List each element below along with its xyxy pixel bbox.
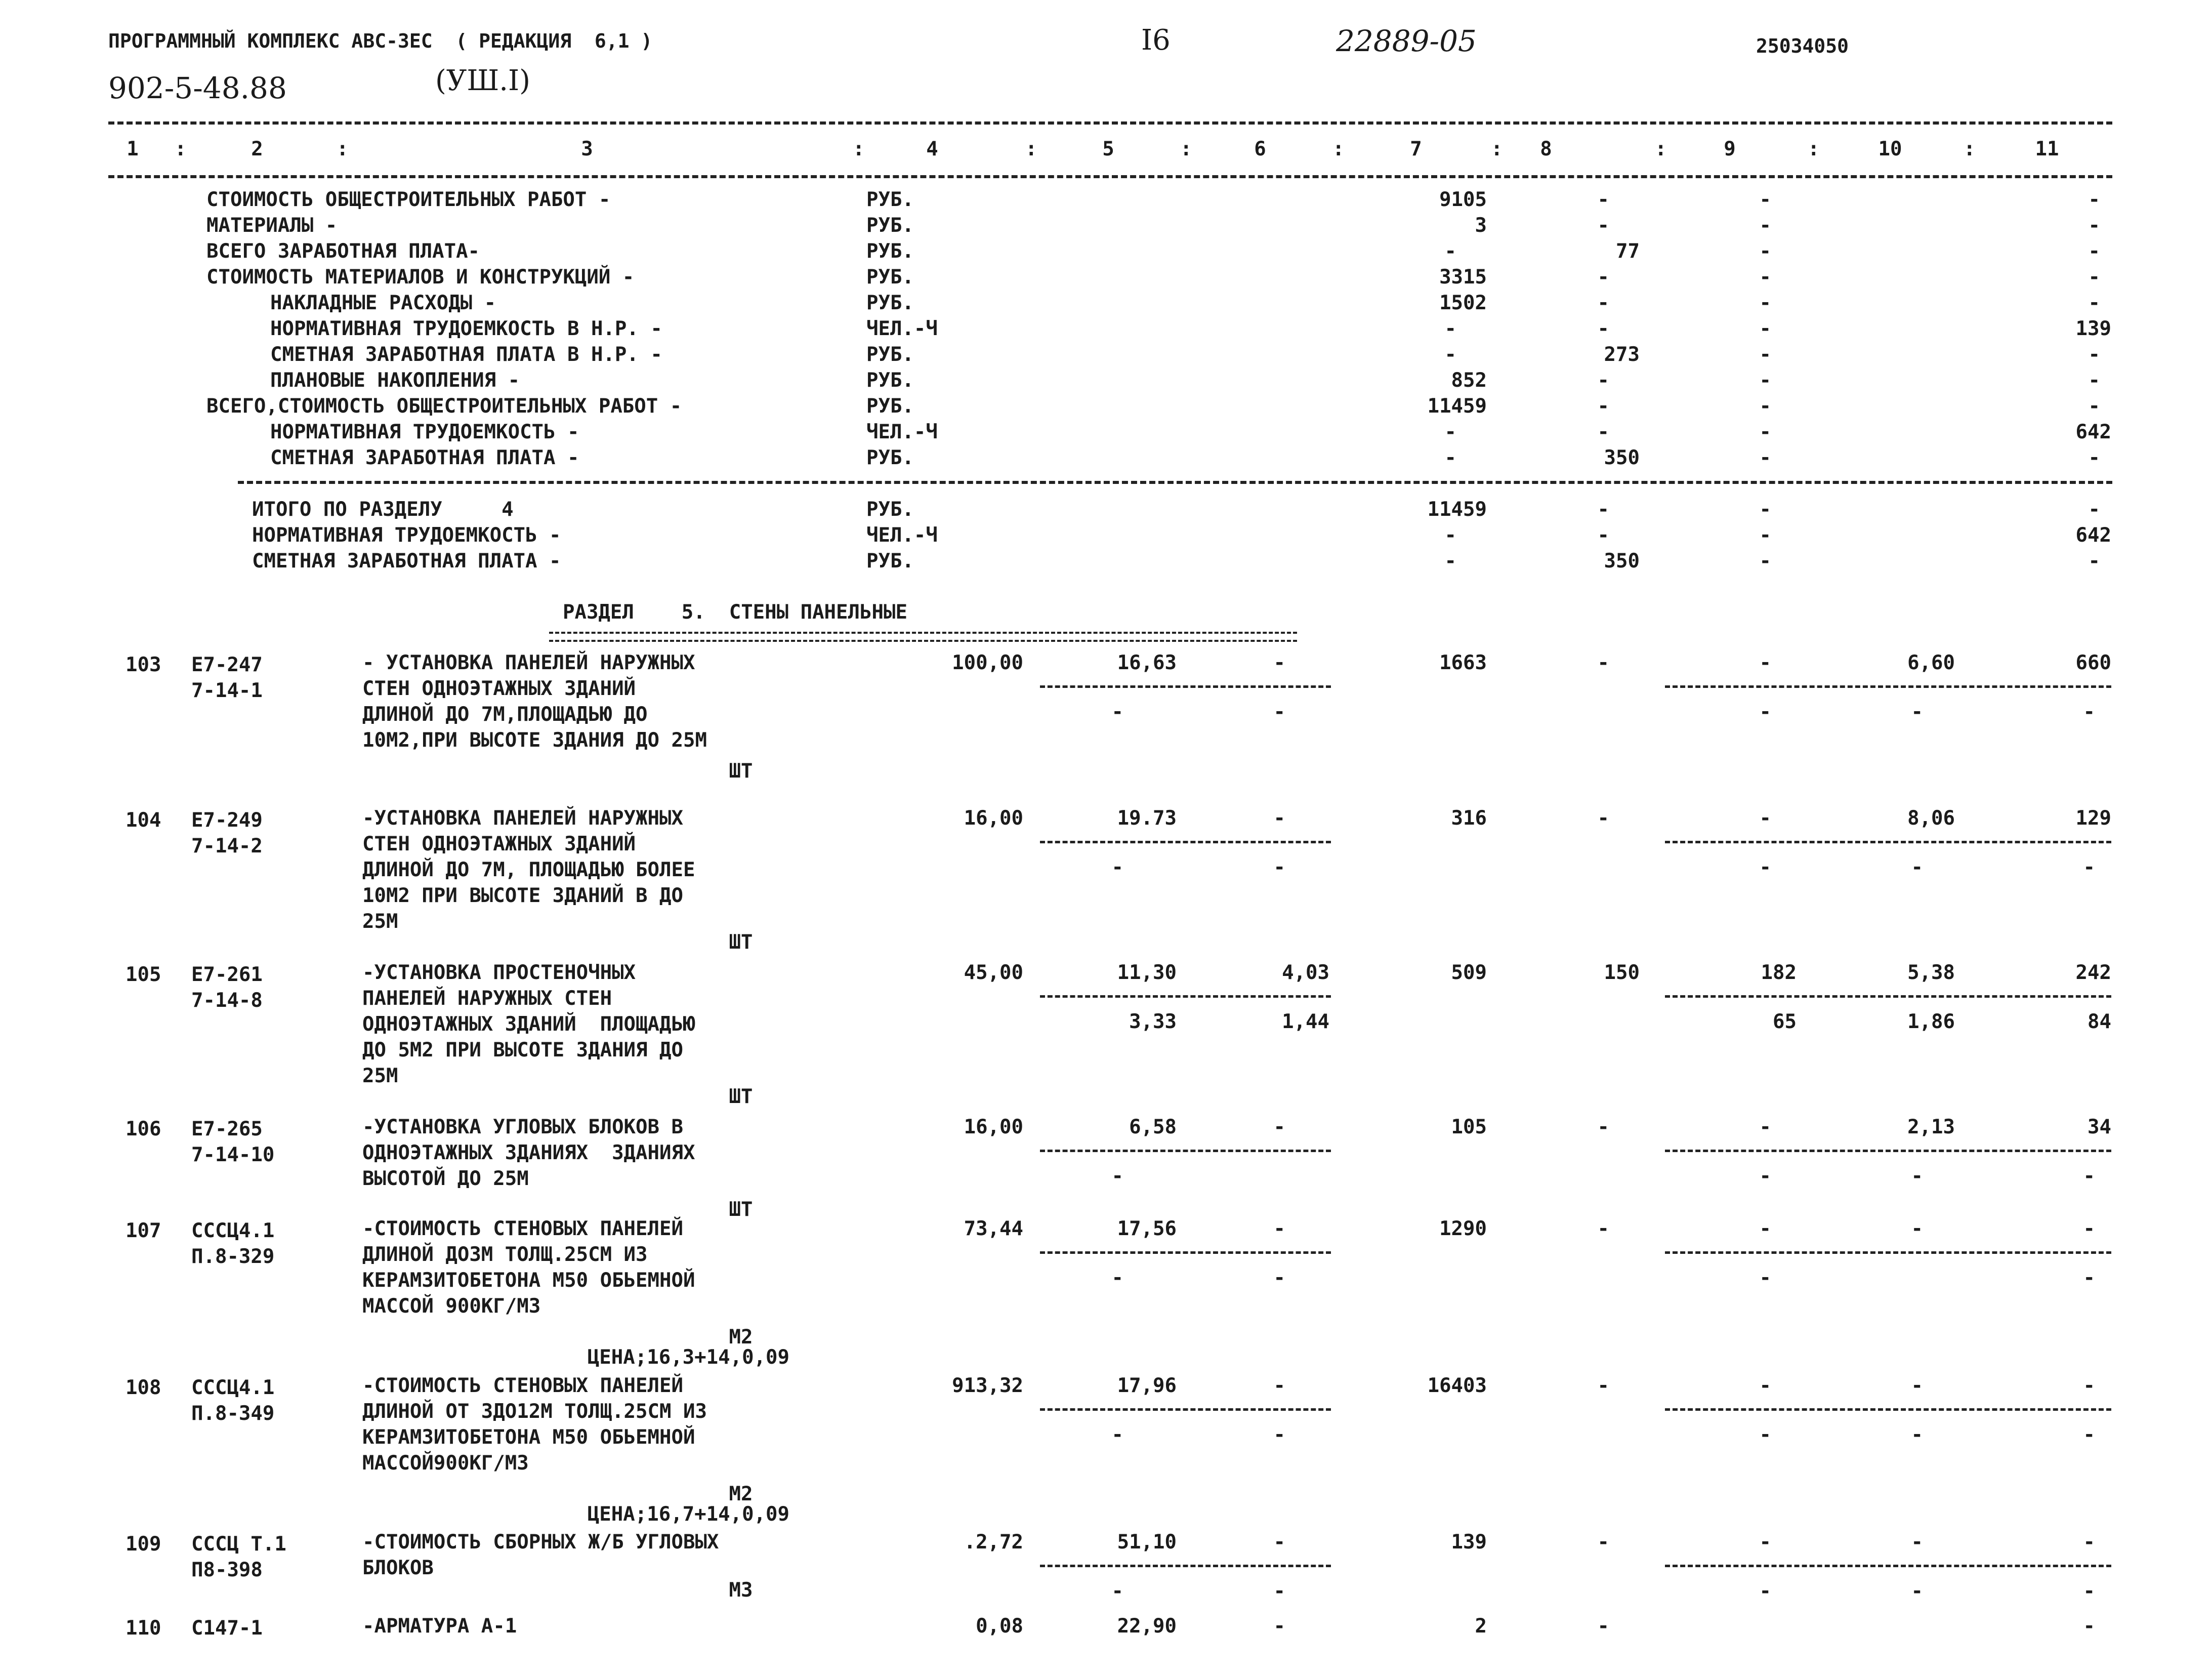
column-separator: :	[1964, 138, 1976, 160]
summary-unit: РУБ.	[866, 214, 914, 237]
item-description-line: -УСТАНОВКА ПАНЕЛЕЙ НАРУЖНЫХ	[362, 807, 683, 830]
item-value: -	[1597, 651, 1609, 674]
summary-value: -	[2088, 446, 2100, 469]
item-value: -	[1273, 807, 1285, 830]
item-lower-value: -	[2083, 1165, 2095, 1188]
item-lower-value: -	[1111, 1165, 1123, 1188]
column-number: 5	[1102, 138, 1114, 160]
item-unit: ШТ	[729, 931, 753, 954]
summary-value: 139	[2075, 317, 2111, 340]
section-title-underline	[549, 632, 1297, 642]
item-description-line: СТЕН ОДНОЭТАЖНЫХ ЗДАНИЙ	[362, 677, 636, 700]
item-value: 100,00	[952, 651, 1023, 674]
item-number: 104	[126, 809, 161, 832]
item-subcode: 7-14-8	[191, 989, 263, 1012]
item-lower-value: -	[1911, 856, 1923, 879]
item-lower-value: -	[1911, 1165, 1923, 1188]
item-value: -	[1759, 1217, 1771, 1240]
summary-unit: РУБ.	[866, 343, 914, 366]
item-value: 16,00	[964, 1116, 1023, 1138]
item-value: 45,00	[964, 961, 1023, 984]
item-subcode: П8-398	[191, 1559, 263, 1581]
column-separator: :	[1808, 138, 1820, 160]
item-value: 316	[1451, 807, 1487, 830]
item-code: Е7-261	[191, 963, 263, 986]
item-subcode: 7-14-1	[191, 679, 263, 702]
summary-value: -	[1597, 292, 1609, 314]
item-value: 0,08	[976, 1615, 1023, 1638]
item-value: 16403	[1427, 1374, 1487, 1397]
item-value: 51,10	[1117, 1531, 1177, 1554]
item-description-line: -АРМАТУРА А-1	[362, 1615, 517, 1638]
summary-value: -	[2088, 240, 2100, 263]
item-description-line: КЕРАМЗИТОБЕТОНА М50 ОБЬЕМНОЙ	[362, 1269, 695, 1292]
item-value: -	[1759, 651, 1771, 674]
item-value: 8,06	[1907, 807, 1955, 830]
page-number: I6	[1141, 24, 1171, 57]
column-separator: :	[175, 138, 187, 160]
item-value: -	[1759, 1374, 1771, 1397]
summary-value: -	[1597, 421, 1609, 443]
header-bottom-rule	[108, 175, 2112, 178]
summary-label: СТОИМОСТЬ МАТЕРИАЛОВ И КОНСТРУКЦИЙ -	[206, 266, 635, 289]
item-value: 105	[1451, 1116, 1487, 1138]
item-value: -	[1759, 1531, 1771, 1554]
item-unit: М3	[729, 1579, 753, 1602]
item-value: -	[2083, 1374, 2095, 1397]
summary-unit: РУБ.	[866, 266, 914, 289]
item-lower-value: -	[1911, 701, 1923, 723]
item-subcode: 7-14-2	[191, 835, 263, 858]
summary-label: НОРМАТИВНАЯ ТРУДОЕМКОСТЬ -	[270, 421, 579, 443]
item-lower-value: -	[2083, 1580, 2095, 1603]
column-separator: :	[337, 138, 349, 160]
item-lower-value: -	[1273, 1423, 1285, 1446]
summary-value: 9105	[1439, 188, 1487, 211]
totals-label: ИТОГО ПО РАЗДЕЛУ 4	[252, 498, 514, 521]
totals-value: -	[2088, 498, 2100, 521]
section-title: РАЗДЕЛ 5. СТЕНЫ ПАНЕЛЬНЫЕ	[563, 601, 907, 624]
item-value: -	[2083, 1217, 2095, 1240]
item-value: -	[1911, 1531, 1923, 1554]
item-description-line: 10М2,ПРИ ВЫСОТЕ ЗДАНИЯ ДО 25М	[362, 729, 707, 752]
item-value: 1290	[1439, 1217, 1487, 1240]
item-description-line: ДЛИНОЙ ДО 7М, ПЛОЩАДЬЮ БОЛЕЕ	[362, 859, 695, 881]
summary-value: -	[2088, 214, 2100, 237]
totals-rule	[238, 481, 2112, 484]
item-description-line: -УСТАНОВКА ПРОСТЕНОЧНЫХ	[362, 961, 636, 984]
item-lower-value: -	[1759, 856, 1771, 879]
column-number: 3	[581, 138, 593, 160]
column-number: 2	[251, 138, 263, 160]
summary-value: 642	[2075, 421, 2111, 443]
item-lower-value: -	[1759, 701, 1771, 723]
item-price-formula: ЦЕНА;16,7+14,0,09	[587, 1503, 789, 1526]
item-description-line: БЛОКОВ	[362, 1557, 434, 1579]
column-number: 1	[127, 138, 139, 160]
item-subrule	[1665, 685, 2111, 688]
summary-label: СМЕТНАЯ ЗАРАБОТНАЯ ПЛАТА В Н.Р. -	[270, 343, 662, 366]
item-description-line: ДО 5М2 ПРИ ВЫСОТЕ ЗДАНИЯ ДО	[362, 1039, 683, 1061]
item-subcode: П.8-329	[191, 1245, 275, 1268]
summary-unit: РУБ.	[866, 369, 914, 392]
item-lower-value: 1,44	[1282, 1010, 1329, 1033]
totals-value: 350	[1604, 550, 1640, 573]
item-code: СССЦ4.1	[191, 1376, 275, 1399]
summary-value: -	[2088, 292, 2100, 314]
item-value: 17,96	[1117, 1374, 1177, 1397]
totals-value: -	[1444, 524, 1456, 547]
summary-value: -	[1759, 317, 1771, 340]
item-value: -	[1273, 651, 1285, 674]
summary-value: -	[1597, 395, 1609, 418]
item-description-line: 25М	[362, 910, 398, 933]
item-description-line: СТЕН ОДНОЭТАЖНЫХ ЗДАНИЙ	[362, 833, 636, 855]
item-description-line: -УСТАНОВКА УГЛОВЫХ БЛОКОВ В	[362, 1116, 683, 1138]
totals-value: -	[1444, 550, 1456, 573]
item-lower-value: -	[2083, 1423, 2095, 1446]
summary-unit: РУБ.	[866, 446, 914, 469]
column-number: 4	[926, 138, 938, 160]
item-lower-value: -	[1273, 1267, 1285, 1289]
summary-value: 852	[1451, 369, 1487, 392]
item-value: -	[1597, 807, 1609, 830]
summary-value: 3315	[1439, 266, 1487, 289]
item-subrule	[1665, 1150, 2111, 1152]
item-value: -	[2083, 1615, 2095, 1638]
summary-value: -	[1759, 446, 1771, 469]
item-unit: ШТ	[729, 1085, 753, 1108]
summary-value: -	[1597, 266, 1609, 289]
column-separator: :	[1180, 138, 1192, 160]
item-value: -	[1273, 1374, 1285, 1397]
item-number: 110	[126, 1617, 161, 1640]
item-value: -	[1597, 1531, 1609, 1554]
totals-unit: РУБ.	[866, 498, 914, 521]
item-unit: ШТ	[729, 760, 753, 783]
item-description-line: -СТОИМОСТЬ СТЕНОВЫХ ПАНЕЛЕЙ	[362, 1217, 683, 1240]
item-value: -	[1597, 1217, 1609, 1240]
item-lower-value: -	[1759, 1580, 1771, 1603]
item-value: 5,38	[1907, 961, 1955, 984]
item-description-line: ДЛИНОЙ ДО3М ТОЛЩ.25СМ ИЗ	[362, 1243, 648, 1266]
summary-value: -	[1759, 395, 1771, 418]
summary-label: ПЛАНОВЫЕ НАКОПЛЕНИЯ -	[270, 369, 520, 392]
summary-value: 273	[1604, 343, 1640, 366]
summary-value: 77	[1616, 240, 1640, 263]
summary-value: -	[1759, 369, 1771, 392]
item-subrule	[1040, 1150, 1331, 1152]
item-description-line: МАССОЙ 900КГ/М3	[362, 1295, 541, 1318]
summary-value: -	[1759, 214, 1771, 237]
summary-value: -	[1759, 292, 1771, 314]
item-value: -	[1273, 1531, 1285, 1554]
summary-value: -	[1759, 343, 1771, 366]
item-subrule	[1040, 685, 1331, 688]
item-lower-value: -	[1111, 701, 1123, 723]
item-number: 103	[126, 654, 161, 676]
item-subcode: П.8-349	[191, 1402, 275, 1425]
item-number: 105	[126, 963, 161, 986]
item-value: 6,58	[1129, 1116, 1177, 1138]
item-price-formula: ЦЕНА;16,3+14,0,09	[587, 1346, 789, 1369]
item-value: 2,13	[1907, 1116, 1955, 1138]
item-description-line: МАССОЙ900КГ/М3	[362, 1452, 529, 1475]
item-value: -	[1273, 1615, 1285, 1638]
summary-value: -	[1597, 317, 1609, 340]
item-lower-value: -	[2083, 856, 2095, 879]
item-lower-value: -	[1273, 856, 1285, 879]
column-number: 10	[1878, 138, 1902, 160]
totals-value: 642	[2075, 524, 2111, 547]
summary-value: -	[1444, 421, 1456, 443]
column-number: 6	[1254, 138, 1266, 160]
item-unit: М2	[729, 1483, 753, 1505]
summary-value: -	[1597, 188, 1609, 211]
summary-unit: РУБ.	[866, 188, 914, 211]
item-value: 1663	[1439, 651, 1487, 674]
summary-unit: РУБ.	[866, 240, 914, 263]
summary-value: -	[2088, 188, 2100, 211]
item-unit: М2	[729, 1326, 753, 1349]
item-value: -	[1597, 1615, 1609, 1638]
item-value: -	[1597, 1116, 1609, 1138]
summary-unit: РУБ.	[866, 395, 914, 418]
item-value: 129	[2075, 807, 2111, 830]
item-lower-value: -	[1911, 1423, 1923, 1446]
summary-value: -	[1759, 188, 1771, 211]
item-lower-value: -	[1111, 1423, 1123, 1446]
item-description-line: ОДНОЭТАЖНЫХ ЗДАНИЯХ ЗДАНИЯХ	[362, 1141, 695, 1164]
item-value: -	[1759, 807, 1771, 830]
column-separator: :	[853, 138, 865, 160]
item-value: -	[1911, 1374, 1923, 1397]
item-lower-value: -	[1911, 1580, 1923, 1603]
summary-label: МАТЕРИАЛЫ -	[206, 214, 338, 237]
item-description-line: 25М	[362, 1065, 398, 1087]
item-subcode: 7-14-10	[191, 1144, 275, 1166]
totals-unit: ЧЕЛ.-Ч	[866, 524, 938, 547]
totals-value: -	[1759, 524, 1771, 547]
summary-label: СМЕТНАЯ ЗАРАБОТНАЯ ПЛАТА -	[270, 446, 579, 469]
summary-label: НАКЛАДНЫЕ РАСХОДЫ -	[270, 292, 496, 314]
item-code: Е7-265	[191, 1118, 263, 1140]
summary-value: -	[1597, 214, 1609, 237]
summary-label: СТОИМОСТЬ ОБЩЕСТРОИТЕЛЬНЫХ РАБОТ -	[206, 188, 611, 211]
item-value: 34	[2088, 1116, 2111, 1138]
totals-value: -	[2088, 550, 2100, 573]
item-value: -	[1597, 1374, 1609, 1397]
item-number: 106	[126, 1118, 161, 1140]
item-description-line: -СТОИМОСТЬ СБОРНЫХ Ж/Б УГЛОВЫХ	[362, 1531, 719, 1554]
item-description-line: ДЛИНОЙ ДО 7М,ПЛОЩАДЬЮ ДО	[362, 703, 648, 726]
item-lower-value: -	[1759, 1165, 1771, 1188]
column-separator: :	[1025, 138, 1037, 160]
item-value: 17,56	[1117, 1217, 1177, 1240]
program-title: ПРОГРАММНЫЙ КОМПЛЕКС АВС-3ЕС ( РЕДАКЦИЯ 6,1 )	[108, 30, 653, 52]
item-description-line: 10М2 ПРИ ВЫСОТЕ ЗДАНИЙ В ДО	[362, 884, 683, 907]
item-number: 109	[126, 1533, 161, 1556]
item-code: С147-1	[191, 1617, 263, 1640]
item-description-line: ВЫСОТОЙ ДО 25М	[362, 1167, 529, 1190]
item-value: 242	[2075, 961, 2111, 984]
item-subrule	[1040, 995, 1331, 998]
item-lower-value: -	[2083, 1267, 2095, 1289]
item-lower-value: -	[1273, 701, 1285, 723]
summary-value: 350	[1604, 446, 1640, 469]
summary-value: -	[2088, 343, 2100, 366]
item-value: 182	[1761, 961, 1797, 984]
summary-value: -	[1759, 240, 1771, 263]
column-number: 7	[1410, 138, 1422, 160]
item-value: 16,00	[964, 807, 1023, 830]
item-description-line: - УСТАНОВКА ПАНЕЛЕЙ НАРУЖНЫХ	[362, 651, 695, 674]
totals-label: СМЕТНАЯ ЗАРАБОТНАЯ ПЛАТА -	[252, 550, 561, 573]
totals-value: 11459	[1427, 498, 1487, 521]
column-separator: :	[1332, 138, 1345, 160]
summary-value: -	[1444, 317, 1456, 340]
section-reference: (УШ.I)	[435, 64, 530, 97]
item-description-line: ПАНЕЛЕЙ НАРУЖНЫХ СТЕН	[362, 987, 612, 1010]
item-value: 16,63	[1117, 651, 1177, 674]
summary-value: 11459	[1427, 395, 1487, 418]
summary-unit: ЧЕЛ.-Ч	[866, 317, 938, 340]
item-code: СССЦ4.1	[191, 1219, 275, 1242]
item-lower-value: -	[1759, 1423, 1771, 1446]
item-lower-value: 1,86	[1907, 1010, 1955, 1033]
item-value: 73,44	[964, 1217, 1023, 1240]
project-number: 902-5-48.88	[108, 71, 287, 105]
summary-value: -	[1759, 266, 1771, 289]
summary-value: -	[1444, 240, 1456, 263]
item-description-line: ОДНОЭТАЖНЫХ ЗДАНИЙ ПЛОЩАДЬЮ	[362, 1013, 695, 1036]
item-code: СССЦ Т.1	[191, 1533, 286, 1556]
column-separator: :	[1655, 138, 1667, 160]
item-lower-value: -	[2083, 701, 2095, 723]
totals-value: -	[1597, 498, 1609, 521]
totals-value: -	[1759, 550, 1771, 573]
item-lower-value: -	[1111, 1267, 1123, 1289]
totals-value: -	[1597, 524, 1609, 547]
item-value: 150	[1604, 961, 1640, 984]
item-value: 11,30	[1117, 961, 1177, 984]
summary-value: -	[1444, 446, 1456, 469]
summary-value: -	[1444, 343, 1456, 366]
item-value: 2	[1475, 1615, 1487, 1638]
column-separator: :	[1491, 138, 1503, 160]
item-value: 139	[1451, 1531, 1487, 1554]
item-number: 108	[126, 1376, 161, 1399]
totals-label: НОРМАТИВНАЯ ТРУДОЕМКОСТЬ -	[252, 524, 561, 547]
item-subrule	[1665, 841, 2111, 843]
item-subrule	[1665, 1251, 2111, 1254]
item-unit: ШТ	[729, 1198, 753, 1221]
item-value: 6,60	[1907, 651, 1955, 674]
item-number: 107	[126, 1219, 161, 1242]
item-value: -	[1759, 1116, 1771, 1138]
item-subrule	[1665, 995, 2111, 998]
item-value: 4,03	[1282, 961, 1329, 984]
summary-value: -	[1759, 421, 1771, 443]
item-value: 660	[2075, 651, 2111, 674]
column-number: 11	[2035, 138, 2059, 160]
item-value: -	[1273, 1116, 1285, 1138]
item-lower-value: -	[1273, 1580, 1285, 1603]
item-value: 509	[1451, 961, 1487, 984]
summary-unit: РУБ.	[866, 292, 914, 314]
item-value: 913,32	[952, 1374, 1023, 1397]
item-lower-value: 3,33	[1129, 1010, 1177, 1033]
item-value: -	[1273, 1217, 1285, 1240]
totals-value: -	[1759, 498, 1771, 521]
header-top-rule	[108, 121, 2112, 125]
summary-value: -	[2088, 395, 2100, 418]
item-value: -	[1911, 1217, 1923, 1240]
item-description-line: -СТОИМОСТЬ СТЕНОВЫХ ПАНЕЛЕЙ	[362, 1374, 683, 1397]
item-subrule	[1665, 1408, 2111, 1411]
item-lower-value: -	[1111, 1580, 1123, 1603]
summary-label: ВСЕГО,СТОИМОСТЬ ОБЩЕСТРОИТЕЛЬНЫХ РАБОТ -	[206, 395, 682, 418]
column-number: 8	[1540, 138, 1552, 160]
item-value: 19.73	[1117, 807, 1177, 830]
item-lower-value: 84	[2088, 1010, 2111, 1033]
item-value: .2,72	[964, 1531, 1023, 1554]
item-description-line: КЕРАМЗИТОБЕТОНА М50 ОБЬЕМНОЙ	[362, 1426, 695, 1449]
summary-value: -	[1597, 369, 1609, 392]
document-number: 22889-05	[1336, 24, 1477, 58]
item-description-line: ДЛИНОЙ ОТ 3ДО12М ТОЛЩ.25СМ ИЗ	[362, 1400, 707, 1423]
summary-value: 3	[1475, 214, 1487, 237]
item-code: Е7-247	[191, 654, 263, 676]
summary-value: -	[2088, 266, 2100, 289]
item-subrule	[1040, 1565, 1331, 1567]
item-subrule	[1040, 841, 1331, 843]
summary-unit: ЧЕЛ.-Ч	[866, 421, 938, 443]
item-value: 22,90	[1117, 1615, 1177, 1638]
item-subrule	[1040, 1408, 1331, 1411]
item-lower-value: -	[1759, 1267, 1771, 1289]
summary-value: -	[2088, 369, 2100, 392]
document-code: 25034050	[1756, 35, 1849, 57]
item-lower-value: 65	[1773, 1010, 1797, 1033]
summary-value: 1502	[1439, 292, 1487, 314]
item-value: -	[2083, 1531, 2095, 1554]
item-lower-value: -	[1111, 856, 1123, 879]
totals-unit: РУБ.	[866, 550, 914, 573]
item-subrule	[1665, 1565, 2111, 1567]
summary-label: ВСЕГО ЗАРАБОТНАЯ ПЛАТА-	[206, 240, 480, 263]
item-subrule	[1040, 1251, 1331, 1254]
item-code: Е7-249	[191, 809, 263, 832]
column-number: 9	[1724, 138, 1736, 160]
summary-label: НОРМАТИВНАЯ ТРУДОЕМКОСТЬ В Н.Р. -	[270, 317, 662, 340]
